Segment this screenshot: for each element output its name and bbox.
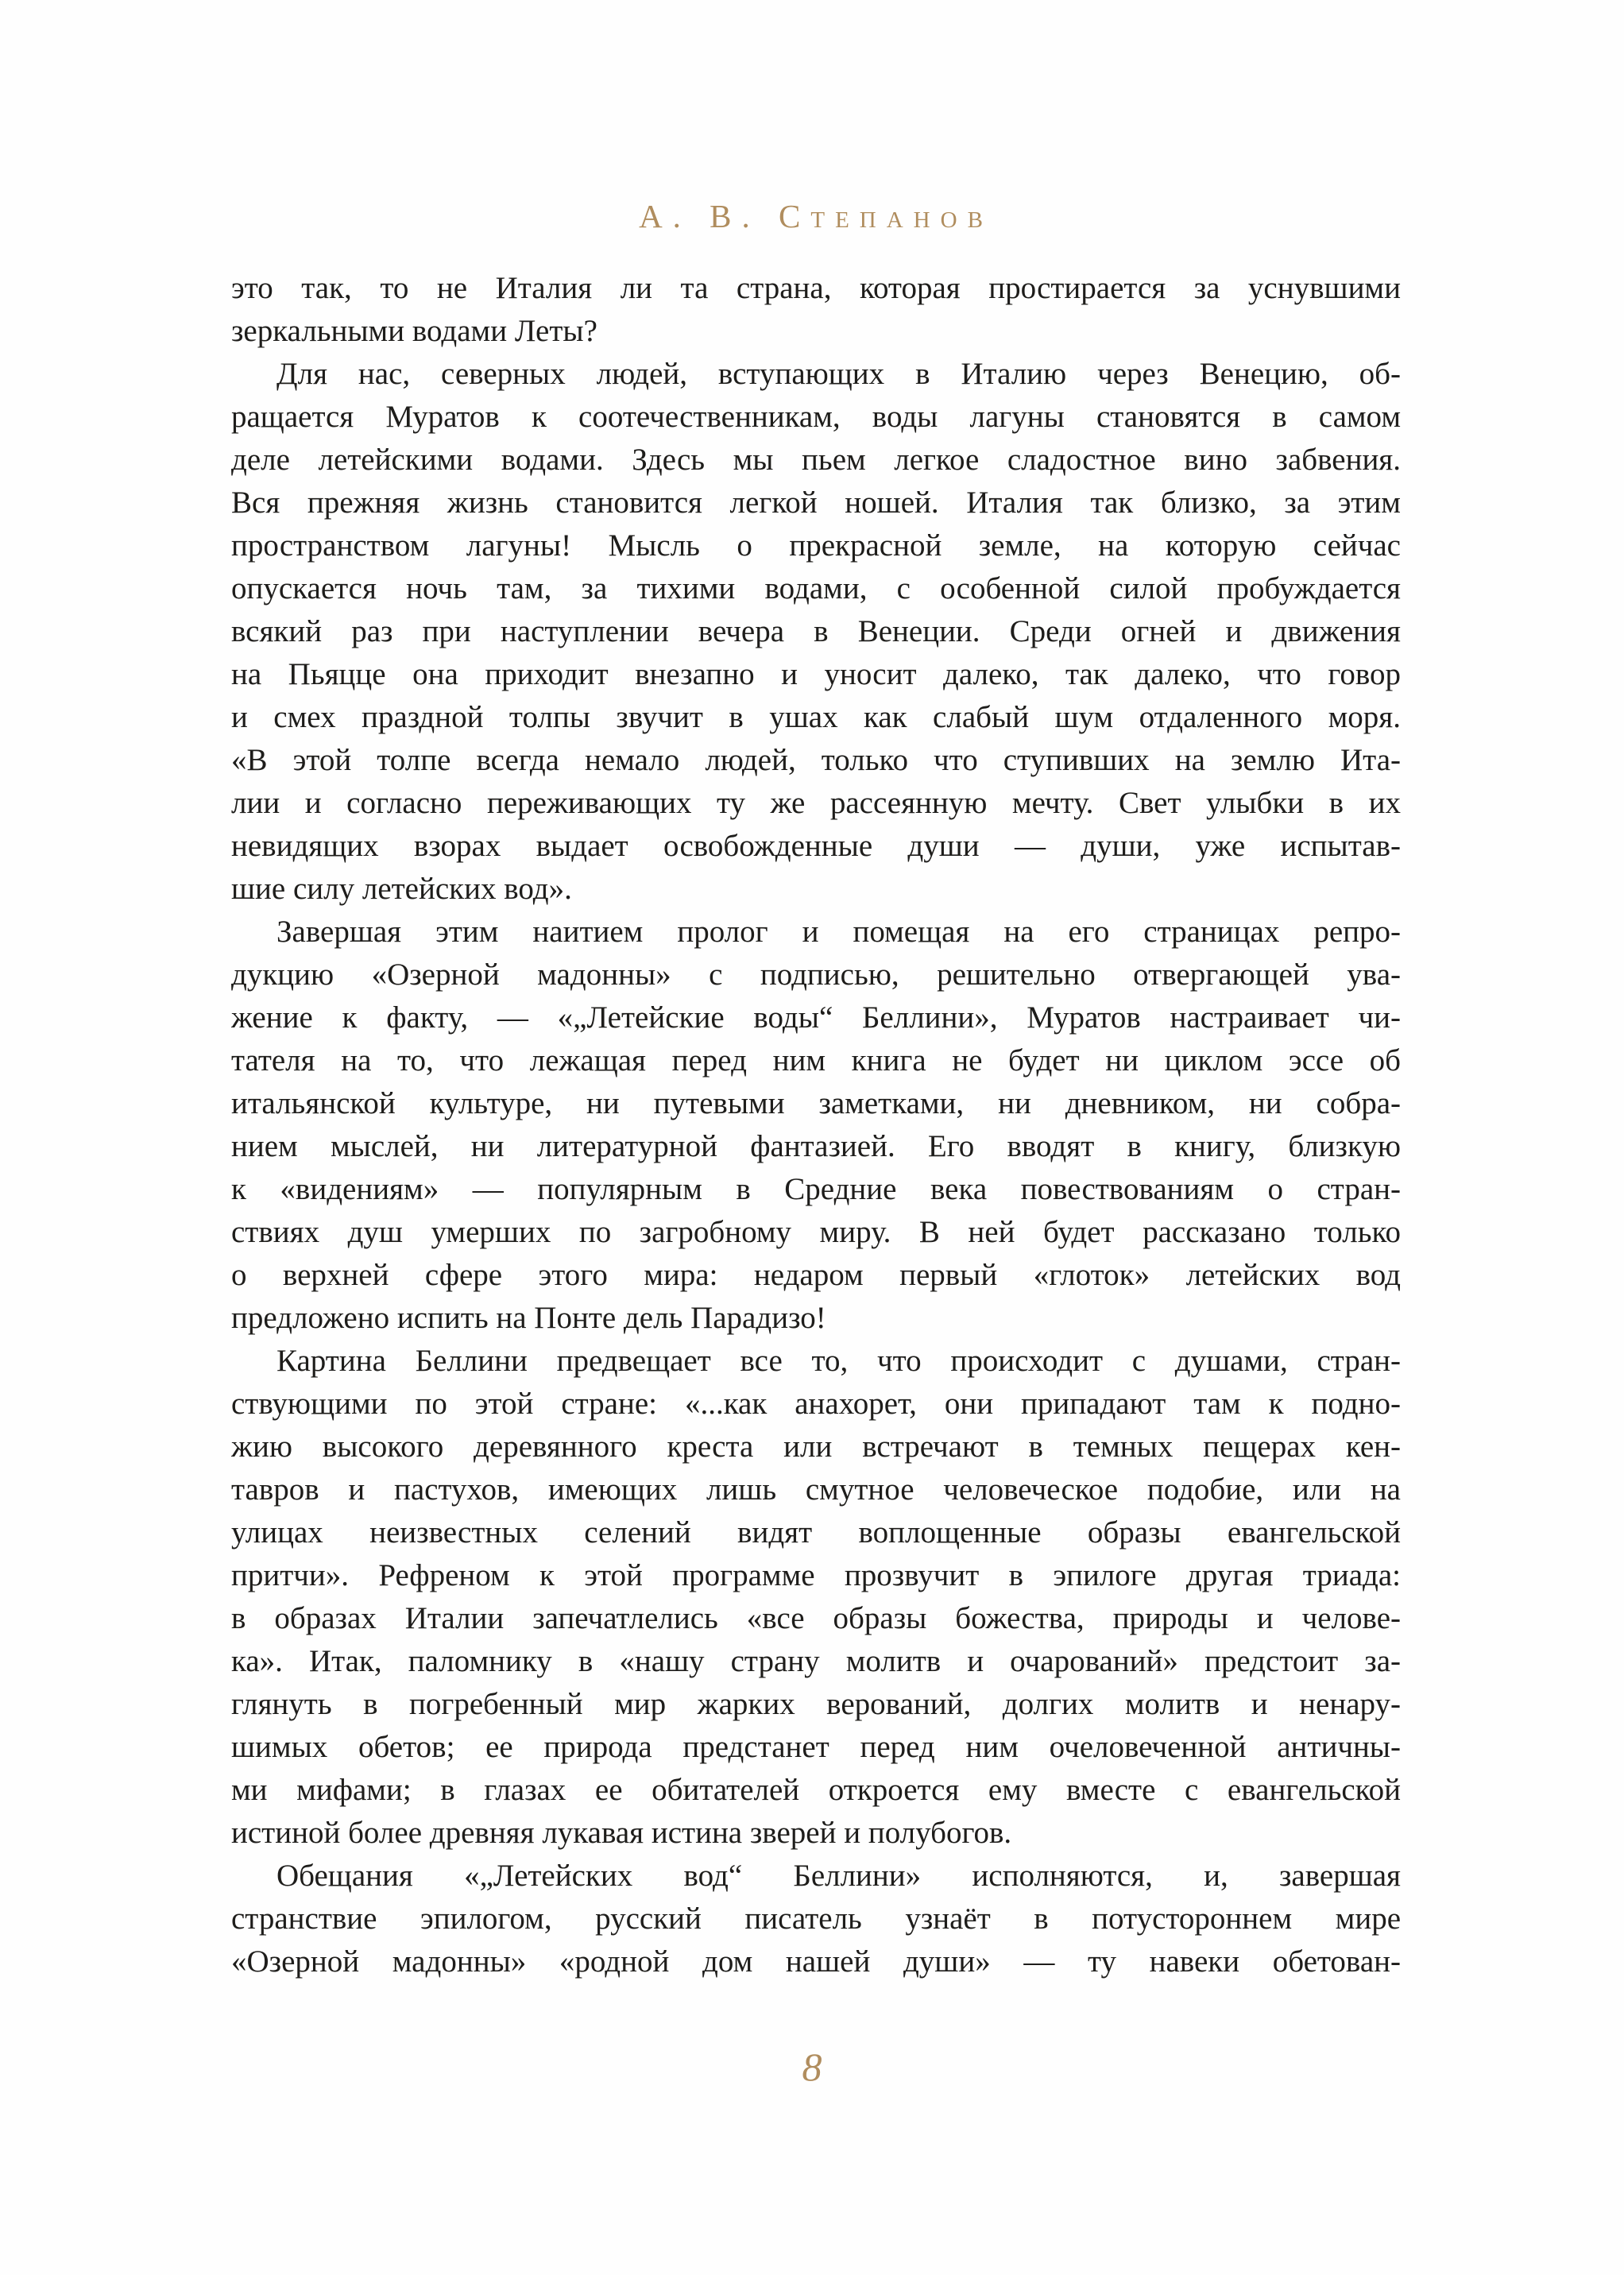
running-head: А. В. Степанов [639,198,993,234]
text-line: невидящих взорах выдает освобожденные души — души, уже испытав- [231,829,1401,863]
text-line: это так, то не Италия ли та страна, которая простирается за уснувшими [231,271,1401,305]
text-line: к «видениям» — популярным в Средние века повествованиям о стран- [231,1172,1401,1206]
text-line: тателя на то, что лежащая перед ним книга не будет ни циклом эссе об [231,1043,1401,1078]
text-line: предложено испить на Понте дель Парадизо! [231,1301,826,1335]
text-line: странствие эпилогом, русский писатель узнаёт в потустороннем мире [231,1902,1401,1936]
text-line: «Озерной мадонны» «родной дом нашей души» — ту навеки обетован- [231,1944,1401,1979]
text-line: лии и согласно переживающих ту же рассеянную мечту. Свет улыбки в их [231,786,1401,820]
text-line: ка». Итак, паломнику в «нашу страну молитв и очарований» предстоит за- [231,1644,1401,1678]
text-line: шие силу летейских вод». [231,872,572,906]
text-line: Обещания «„Летейских вод“ Беллини» исполняются, и, завершая [276,1859,1401,1893]
page-number: 8 [802,2045,822,2089]
text-line: Завершая этим наитием пролог и помещая на его страницах репро- [276,915,1401,949]
text-line: улицах неизвестных селений видят воплощенные образы евангельской [231,1515,1401,1550]
text-line: глянуть в погребенный мир жарких верований, долгих молитв и ненару- [231,1687,1401,1721]
text-line: истиной более древняя лукавая истина зверей и полубогов. [231,1816,1012,1850]
text-line: в образах Италии запечатлелись «все образы божества, природы и челове- [231,1601,1401,1635]
text-line: жение к факту, — «„Летейские воды“ Беллини», Муратов настраивает чи- [231,1000,1401,1035]
text-block [231,267,1401,1983]
text-line: опускается ночь там, за тихими водами, с особенной силой пробуждается [231,571,1401,606]
text-line: дукцию «Озерной мадонны» с подписью, решительно отвергающей ува- [231,958,1401,992]
text-line: Картина Беллини предвещает все то, что происходит с душами, стран- [276,1344,1401,1378]
text-line: ствиях душ умерших по загробному миру. В ней будет рассказано только [231,1215,1401,1249]
text-line: тавров и пастухов, имеющих лишь смутное человеческое подобие, или на [231,1472,1401,1507]
text-line: о верхней сфере этого мира: недаром первый «глоток» летейских вод [231,1258,1401,1292]
text-line: ми мифами; в глазах ее обитателей откроется ему вместе с евангельской [231,1773,1401,1807]
text-line: пространством лагуны! Мысль о прекрасной земле, на которую сейчас [231,528,1401,563]
text-line: и смех праздной толпы звучит в ушах как слабый шум отдаленного моря. [231,700,1401,734]
text-line: зеркальными водами Леты? [231,314,597,348]
text-line: притчи». Рефреном к этой программе прозвучит в эпилоге другая триада: [231,1558,1401,1592]
text-line: ращается Муратов к соотечественникам, воды лагуны становятся в самом [231,400,1401,434]
text-line: всякий раз при наступлении вечера в Венеции. Среди огней и движения [231,614,1401,648]
text-line: на Пьяцце она приходит внезапно и уносит далеко, так далеко, что говор [231,657,1401,691]
text-line: деле летейскими водами. Здесь мы пьем легкое сладостное вино забвения. [231,443,1401,477]
text-line: нием мыслей, ни литературной фантазией. Его вводят в книгу, близкую [231,1129,1401,1163]
text-line: шимых обетов; ее природа предстанет перед ним очеловеченной античны- [231,1730,1401,1764]
text-line: итальянской культуре, ни путевыми заметками, ни дневником, ни собра- [231,1086,1401,1120]
text-line: Для нас, северных людей, вступающих в Италию через Венецию, об- [276,357,1401,391]
text-line: Вся прежняя жизнь становится легкой ношей. Италия так близко, за этим [231,486,1401,520]
text-line: ствующими по этой стране: «...как анахорет, они припадают там к подно- [231,1387,1401,1421]
text-line: «В этой толпе всегда немало людей, только что ступивших на землю Ита- [231,743,1401,777]
text-line: жию высокого деревянного креста или встречают в темных пещерах кен- [231,1430,1401,1464]
